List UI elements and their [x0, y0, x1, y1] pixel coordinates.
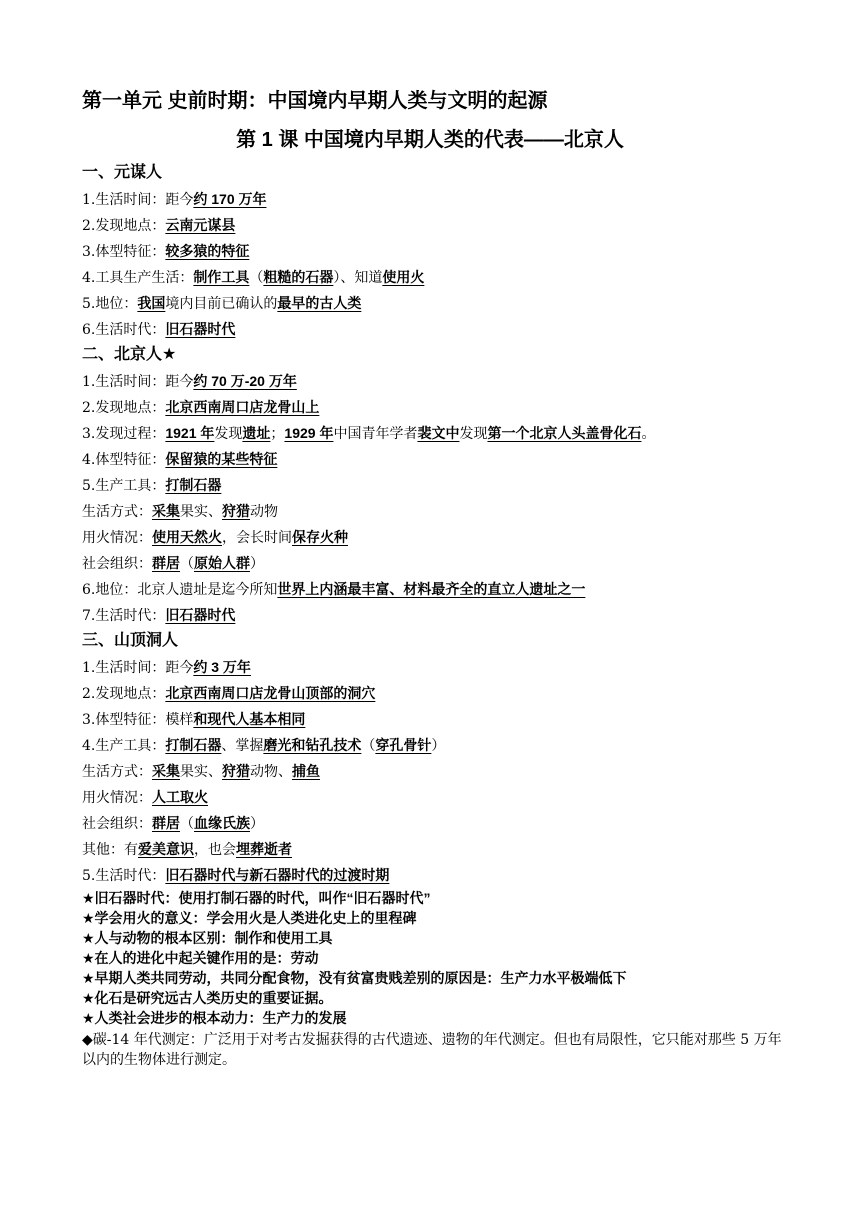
text-segment: ）	[431, 738, 446, 754]
section-heading	[82, 628, 782, 654]
text-segment: 果实、	[180, 764, 222, 780]
content-line	[82, 498, 782, 524]
key-term: 群居	[152, 555, 180, 571]
content-line	[82, 368, 782, 394]
key-term: 使用火	[382, 269, 425, 285]
text-segment: 社会组织：	[82, 556, 152, 572]
key-point-line	[82, 928, 782, 948]
key-term: 北京西南周口店龙骨山顶部的洞穴	[165, 685, 376, 701]
text-segment: （	[180, 816, 194, 832]
key-term: 保留猿的某些特征	[165, 451, 278, 467]
text-segment: 、掌握	[221, 738, 264, 754]
text-segment: 动物、	[250, 764, 292, 780]
content-line	[82, 186, 782, 212]
content-line	[82, 732, 782, 758]
text-segment: 2.发现地点：	[82, 218, 166, 234]
content-line	[82, 290, 782, 316]
text-segment: ★人与动物的根本区别：制作和使用工具	[82, 930, 333, 946]
key-point-line	[82, 988, 782, 1008]
text-segment: 5.生活时代：	[82, 868, 166, 884]
text-segment: 4.工具生产生活：	[82, 270, 194, 286]
content-line	[82, 862, 782, 888]
key-term: 原始人群	[194, 555, 250, 571]
key-term: 狩猎	[222, 763, 250, 779]
key-term: 捕鱼	[292, 763, 320, 779]
key-term: 血缘氏族	[194, 815, 250, 831]
key-term: 北京西南周口店龙骨山上	[165, 399, 320, 415]
text-segment: （	[249, 270, 264, 286]
content-line	[82, 576, 782, 602]
content-line	[82, 654, 782, 680]
text-segment: 二、北京人★	[82, 346, 177, 363]
text-segment: 生活方式：	[82, 764, 152, 780]
key-term: 旧石器时代与新石器时代的过渡时期	[165, 867, 390, 883]
text-segment: ）、知道	[333, 270, 383, 286]
content-body	[82, 160, 782, 1068]
key-term: 约 3 万年	[193, 659, 251, 675]
text-segment: 其他：有	[82, 842, 138, 858]
key-point-line	[82, 888, 782, 908]
text-segment: 1.生活时间：距今	[82, 660, 194, 676]
content-line	[82, 394, 782, 420]
text-segment: 用火情况：	[82, 790, 152, 806]
key-term: 采集	[152, 763, 180, 779]
text-segment: 6.地位：北京人遗址是迄今所知	[82, 582, 278, 598]
text-segment: 3.体型特征：模样	[82, 712, 194, 728]
text-segment: 动物	[250, 504, 278, 520]
lesson-title	[0, 127, 860, 153]
key-term: 旧石器时代	[165, 607, 236, 623]
text-segment: 中国青年学者	[333, 426, 418, 442]
key-term: 约 70 万-20 万年	[193, 373, 297, 389]
key-term: 采集	[152, 503, 180, 519]
key-term: 穿孔骨针	[375, 737, 432, 753]
text-segment: 5.生产工具：	[82, 478, 166, 494]
text-segment: ★在人的进化中起关键作用的是：劳动	[82, 950, 319, 966]
text-segment: ；	[270, 426, 285, 442]
text-segment: 1.生活时间：距今	[82, 192, 194, 208]
section-heading	[82, 160, 782, 186]
text-segment: 6.生活时代：	[82, 322, 166, 338]
content-line	[82, 316, 782, 342]
key-term: 1921 年	[165, 425, 215, 441]
key-point-line	[82, 1008, 782, 1028]
key-point-line	[82, 948, 782, 968]
key-term: 群居	[152, 815, 180, 831]
key-term: 云南元谋县	[165, 217, 236, 233]
text-segment: （	[180, 556, 194, 572]
text-segment: 一、元谋人	[82, 164, 163, 181]
key-term: 我国	[137, 295, 166, 311]
text-segment: 三、山顶洞人	[82, 632, 179, 649]
key-term: 1929 年	[284, 425, 334, 441]
text-segment: ★早期人类共同劳动，共同分配食物，没有贫富贵贱差别的原因是：生产力水平极端低下	[82, 970, 627, 986]
content-line	[82, 420, 782, 446]
key-term: 狩猎	[222, 503, 250, 519]
note-paragraph	[82, 1030, 782, 1068]
content-line	[82, 810, 782, 836]
content-line	[82, 758, 782, 784]
content-line	[82, 680, 782, 706]
content-line	[82, 550, 782, 576]
content-line	[82, 238, 782, 264]
content-line	[82, 446, 782, 472]
key-point-line	[82, 908, 782, 928]
key-term: 约 170 万年	[193, 191, 267, 207]
text-segment: ★人类社会进步的根本动力：生产力的发展	[82, 1010, 347, 1026]
content-line	[82, 784, 782, 810]
content-line	[82, 472, 782, 498]
key-term: 人工取火	[152, 789, 208, 805]
text-segment: ）	[250, 556, 264, 572]
text-segment: 社会组织：	[82, 816, 152, 832]
key-term: 粗糙的石器	[263, 269, 334, 285]
key-term: 旧石器时代	[165, 321, 236, 337]
key-term: 世界上内涵最丰富、材料最齐全的直立人遗址之一	[277, 581, 586, 597]
text-segment: 2.发现地点：	[82, 400, 166, 416]
text-segment: 4.生产工具：	[82, 738, 166, 754]
text-segment: ★化石是研究远古人类历史的重要证据。	[82, 990, 333, 1006]
section-heading	[82, 342, 782, 368]
content-line	[82, 212, 782, 238]
text-segment: ★学会用火的意义：学会用火是人类进化史上的里程碑	[82, 910, 417, 926]
content-line	[82, 524, 782, 550]
text-segment: 7.生活时代：	[82, 608, 166, 624]
key-term: 和现代人基本相同	[193, 711, 306, 727]
text-segment: 2.发现地点：	[82, 686, 166, 702]
text-segment: 3.发现过程：	[82, 426, 166, 442]
text-segment: 生活方式：	[82, 504, 152, 520]
key-term: 打制石器	[165, 477, 222, 493]
content-line	[82, 706, 782, 732]
text-segment: 境内目前已确认的	[165, 296, 278, 312]
key-term: 保存火种	[292, 529, 348, 545]
text-segment: （	[361, 738, 376, 754]
lesson-title-text: 第 1 课 中国境内早期人类的代表——北京人	[236, 129, 624, 151]
content-line	[82, 836, 782, 862]
key-term: 埋葬逝者	[236, 841, 292, 857]
key-point-line	[82, 968, 782, 988]
text-segment: ，会长时间	[222, 530, 292, 546]
key-term: 遗址	[242, 425, 271, 441]
text-segment: 发现	[459, 426, 488, 442]
text-segment: 3.体型特征：	[82, 244, 166, 260]
text-segment: 4.体型特征：	[82, 452, 166, 468]
content-line	[82, 264, 782, 290]
text-segment: 用火情况：	[82, 530, 152, 546]
unit-title: 第一单元 史前时期：中国境内早期人类与文明的起源	[82, 90, 548, 112]
text-segment: ）	[250, 816, 264, 832]
key-term: 爱美意识	[138, 841, 194, 857]
text-segment: ，也会	[194, 842, 236, 858]
key-term: 较多猿的特征	[165, 243, 250, 259]
content-line	[82, 602, 782, 628]
key-term: 裴文中	[417, 425, 460, 441]
key-term: 制作工具	[193, 269, 250, 285]
text-segment: ◆碳-14 年代测定：广泛用于对考古发掘获得的古代遗迹、遗物的年代测定。但也有局限性，它只能对那些 5 万年以内的生物体进行测定。	[82, 1032, 782, 1068]
text-segment: 果实、	[180, 504, 222, 520]
text-segment: 发现	[214, 426, 243, 442]
text-segment: 5.地位：	[82, 296, 138, 312]
key-term: 第一个北京人头盖骨化石	[487, 425, 642, 441]
key-term: 磨光和钻孔技术	[263, 737, 362, 753]
key-term: 打制石器	[165, 737, 222, 753]
text-segment: 1.生活时间：距今	[82, 374, 194, 390]
key-term: 使用天然火	[152, 529, 222, 545]
key-term: 最早的古人类	[277, 295, 362, 311]
text-segment: ★旧石器时代：使用打制石器的时代，叫作“旧石器时代”	[82, 890, 431, 906]
text-segment: 。	[641, 426, 656, 442]
